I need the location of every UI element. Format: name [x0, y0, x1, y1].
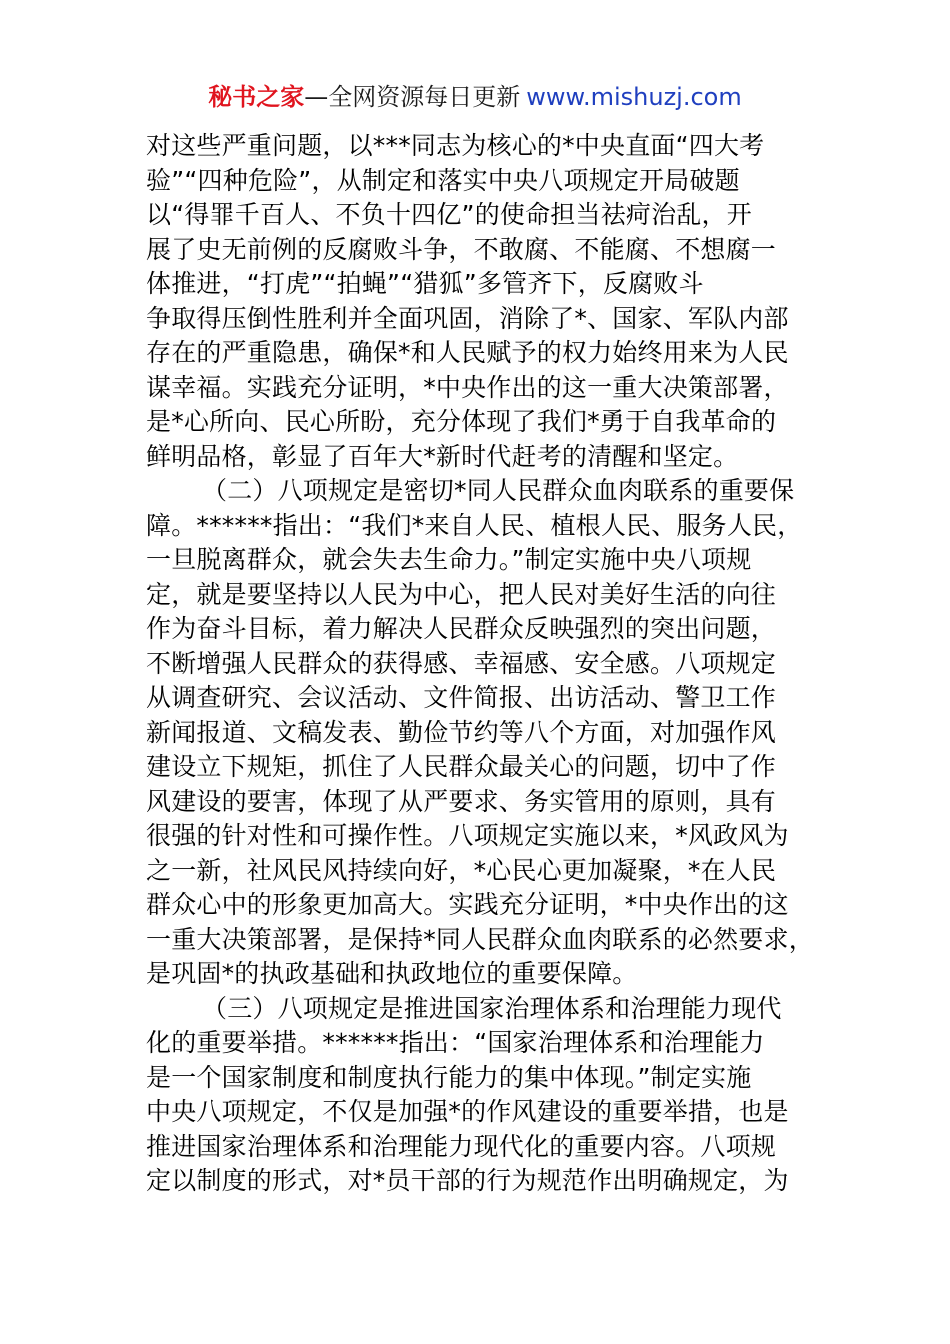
- text-line: 展了史无前例的反腐败斗争，不敢腐、不能腐、不想腐一: [146, 234, 777, 264]
- text-line: 是一个国家制度和制度执行能力的集中体现。”制定实施: [146, 1062, 752, 1092]
- text-line: 群众心中的形象更加高大。实践充分证明，*中央作出的这: [146, 890, 789, 919]
- text-line: 作为奋斗目标，着力解决人民群众反映强烈的突出问题，: [146, 614, 777, 643]
- text-line: 鲜明品格，彰显了百年大*新时代赶考的清醒和坚定。: [146, 441, 739, 471]
- brand-name: 秘书之家: [208, 83, 305, 111]
- header-dash: —: [304, 83, 329, 111]
- site-url-link[interactable]: www.mishuzj.com: [526, 83, 742, 111]
- text-line: 存在的严重隐患，确保*和人民赋予的权力始终用来为人民: [146, 338, 789, 367]
- text-line: 推进国家治理体系和治理能力现代化的重要内容。八项规: [146, 1131, 777, 1161]
- text-line: 对这些严重问题，以***同志为核心的*中央直面“四大考: [146, 131, 765, 160]
- text-line: 不断增强人民群众的获得感、幸福感、安全感。八项规定: [146, 648, 777, 678]
- text-line: 中央八项规定，不仅是加强*的作风建设的重要举措，也是: [146, 1097, 789, 1126]
- text-line: 障。******指出：“我们*来自人民、植根人民、服务人民，: [146, 510, 803, 540]
- text-line: 从调查研究、会议活动、文件简报、出访活动、警卫工作: [146, 683, 777, 712]
- text-line: 一重大决策部署，是保持*同人民群众血肉联系的必然要求，: [146, 924, 814, 954]
- site-header: [0, 80, 950, 114]
- document-body: [146, 129, 826, 1199]
- text-line: 化的重要举措。******指出：“国家治理体系和治理能力: [146, 1028, 765, 1057]
- text-line: 以“得罪千百人、不负十四亿”的使命担当祛疴治乱，开: [146, 200, 752, 229]
- header-tagline: 全网资源每日更新: [328, 83, 521, 111]
- text-line: 验”“四种危险”，从制定和落实中央八项规定开局破题: [146, 165, 740, 195]
- text-line: 新闻报道、文稿发表、勤俭节约等八个方面，对加强作风: [146, 717, 777, 747]
- text-line: 是巩固*的执政基础和执政地位的重要保障。: [146, 959, 638, 988]
- text-line: 争取得压倒性胜利并全面巩固，消除了*、国家、军队内部: [146, 303, 789, 333]
- text-line: 定以制度的形式，对*员干部的行为规范作出明确规定，为: [146, 1166, 789, 1195]
- text-line: 之一新，社风民风持续向好，*心民心更加凝聚，*在人民: [146, 855, 777, 885]
- section-three-heading-line: （三）八项规定是推进国家治理体系和治理能力现代: [202, 993, 782, 1023]
- text-line: 谋幸福。实践充分证明，*中央作出的这一重大决策部署，: [146, 372, 789, 402]
- text-line: 风建设的要害，体现了从严要求、务实管用的原则，具有: [146, 786, 777, 816]
- section-two-heading-line: （二）八项规定是密切*同人民群众血肉联系的重要保: [202, 476, 795, 505]
- text-line: 一旦脱离群众，就会失去生命力。”制定实施中央八项规: [146, 545, 752, 574]
- text-line: 建设立下规矩，抓住了人民群众最关心的问题，切中了作: [146, 752, 777, 781]
- text-line: 很强的针对性和可操作性。八项规定实施以来，*风政风为: [146, 821, 789, 850]
- text-line: 体推进，“打虎”“拍蝇”“猎狐”多管齐下，反腐败斗: [146, 269, 704, 298]
- text-line: 是*心所向、民心所盼，充分体现了我们*勇于自我革命的: [146, 407, 777, 436]
- text-line: 定，就是要坚持以人民为中心，把人民对美好生活的向往: [146, 579, 777, 609]
